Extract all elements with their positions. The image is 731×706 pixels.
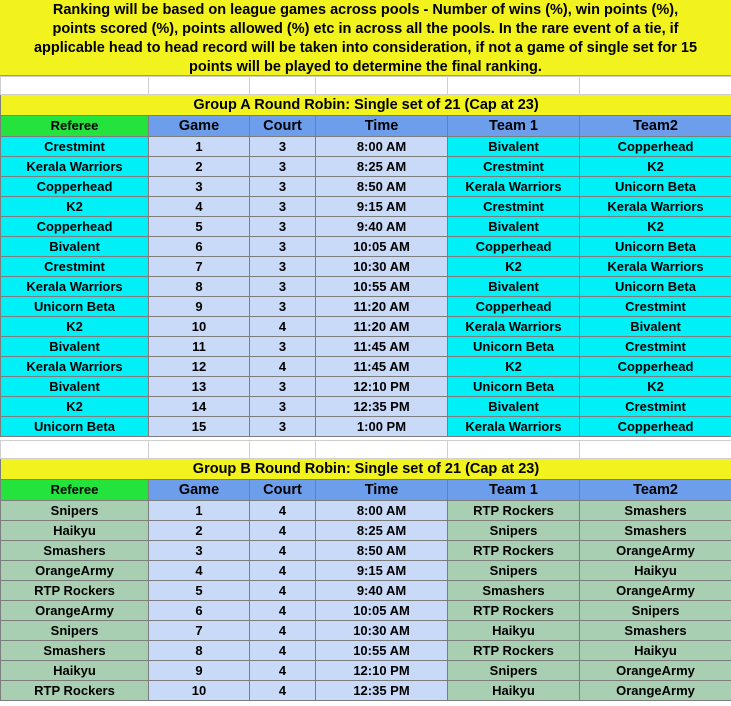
header-referee[interactable]: Referee	[1, 480, 149, 501]
court-cell[interactable]: 4	[250, 501, 316, 521]
game-cell[interactable]: 15	[149, 417, 250, 437]
table-row	[1, 357, 731, 377]
header-team2[interactable]: Team2	[580, 480, 731, 501]
court-cell[interactable]: 4	[250, 561, 316, 581]
time-cell[interactable]: 10:55 AM	[316, 641, 448, 661]
team1-cell[interactable]: Snipers	[448, 521, 580, 541]
referee-cell[interactable]: Kerala Warriors	[1, 357, 149, 377]
team2-cell[interactable]: Smashers	[580, 621, 731, 641]
time-cell[interactable]: 12:35 PM	[316, 397, 448, 417]
court-cell[interactable]: 3	[250, 337, 316, 357]
game-cell[interactable]: 9	[149, 297, 250, 317]
spacer-row	[1, 441, 731, 459]
team2-cell[interactable]: Kerala Warriors	[580, 197, 731, 217]
header-referee[interactable]: Referee	[1, 116, 149, 137]
court-cell[interactable]: 4	[250, 641, 316, 661]
game-cell[interactable]: 6	[149, 601, 250, 621]
team2-cell[interactable]: Unicorn Beta	[580, 177, 731, 197]
team2-cell[interactable]: Copperhead	[580, 137, 731, 157]
referee-cell[interactable]: K2	[1, 397, 149, 417]
team2-cell[interactable]: K2	[580, 217, 731, 237]
note-line: Ranking will be based on league games across pools - Number of wins (%), win points (%),	[52, 2, 679, 18]
table-row	[1, 601, 731, 621]
team1-cell[interactable]: Smashers	[448, 581, 580, 601]
group-a-rows	[1, 137, 731, 437]
team2-cell[interactable]: Smashers	[580, 501, 731, 521]
team1-cell[interactable]: Haikyu	[448, 621, 580, 641]
game-cell[interactable]: 4	[149, 561, 250, 581]
time-cell[interactable]: 10:05 AM	[316, 601, 448, 621]
referee-cell[interactable]: Unicorn Beta	[1, 417, 149, 437]
table-row	[1, 257, 731, 277]
time-cell[interactable]: 9:15 AM	[316, 197, 448, 217]
time-cell[interactable]: 8:25 AM	[316, 157, 448, 177]
time-cell[interactable]: 12:10 PM	[316, 377, 448, 397]
team2-cell[interactable]: K2	[580, 377, 731, 397]
team2-cell[interactable]: OrangeArmy	[580, 661, 731, 681]
time-cell[interactable]: 11:45 AM	[316, 357, 448, 377]
game-cell[interactable]: 1	[149, 137, 250, 157]
table-row	[1, 621, 731, 641]
header-team1[interactable]: Team 1	[448, 116, 580, 137]
table-row	[1, 641, 731, 661]
team1-cell[interactable]: Kerala Warriors	[448, 317, 580, 337]
group-b-table	[0, 440, 731, 701]
referee-cell[interactable]: Bivalent	[1, 337, 149, 357]
court-cell[interactable]: 4	[250, 317, 316, 337]
team2-cell[interactable]: OrangeArmy	[580, 581, 731, 601]
note-line: points will be played to determine the final ranking.	[189, 59, 542, 75]
court-cell[interactable]: 4	[250, 357, 316, 377]
time-cell[interactable]: 10:55 AM	[316, 277, 448, 297]
game-cell[interactable]: 3	[149, 177, 250, 197]
court-cell[interactable]: 4	[250, 621, 316, 641]
game-cell[interactable]: 6	[149, 237, 250, 257]
table-row	[1, 217, 731, 237]
team2-cell[interactable]: Haikyu	[580, 641, 731, 661]
game-cell[interactable]: 7	[149, 257, 250, 277]
team2-cell[interactable]: Crestmint	[580, 397, 731, 417]
time-cell[interactable]: 10:30 AM	[316, 621, 448, 641]
team1-cell[interactable]: Copperhead	[448, 237, 580, 257]
court-cell[interactable]: 3	[250, 277, 316, 297]
table-row	[1, 277, 731, 297]
team1-cell[interactable]: Snipers	[448, 561, 580, 581]
game-cell[interactable]: 14	[149, 397, 250, 417]
team1-cell[interactable]: RTP Rockers	[448, 641, 580, 661]
time-cell[interactable]: 10:30 AM	[316, 257, 448, 277]
court-cell[interactable]: 3	[250, 237, 316, 257]
time-cell[interactable]: 9:40 AM	[316, 581, 448, 601]
court-cell[interactable]: 3	[250, 157, 316, 177]
team2-cell[interactable]: K2	[580, 157, 731, 177]
court-cell[interactable]: 4	[250, 581, 316, 601]
court-cell[interactable]: 4	[250, 661, 316, 681]
game-cell[interactable]: 4	[149, 197, 250, 217]
table-row	[1, 501, 731, 521]
court-cell[interactable]: 3	[250, 217, 316, 237]
game-cell[interactable]: 2	[149, 521, 250, 541]
court-cell[interactable]: 3	[250, 397, 316, 417]
group-a-title-row	[1, 95, 731, 116]
referee-cell[interactable]: Haikyu	[1, 521, 149, 541]
team1-cell[interactable]: Unicorn Beta	[448, 377, 580, 397]
court-cell[interactable]: 3	[250, 297, 316, 317]
table-row	[1, 197, 731, 217]
game-cell[interactable]: 8	[149, 641, 250, 661]
group-a-table	[0, 76, 731, 437]
note-line: points scored (%), points allowed (%) etc in across all the pools. In the rare event of a tie, if	[52, 21, 679, 37]
team1-cell[interactable]: Copperhead	[448, 297, 580, 317]
referee-cell[interactable]: Copperhead	[1, 177, 149, 197]
team1-cell[interactable]: RTP Rockers	[448, 501, 580, 521]
ranking-note	[0, 0, 731, 76]
time-cell[interactable]: 11:20 AM	[316, 297, 448, 317]
spacer-row	[1, 77, 731, 95]
referee-cell[interactable]: Snipers	[1, 621, 149, 641]
table-row	[1, 417, 731, 437]
table-row	[1, 581, 731, 601]
referee-cell[interactable]: OrangeArmy	[1, 561, 149, 581]
header-team1[interactable]: Team 1	[448, 480, 580, 501]
table-row	[1, 521, 731, 541]
time-cell[interactable]: 8:00 AM	[316, 501, 448, 521]
game-cell[interactable]: 2	[149, 157, 250, 177]
header-time[interactable]: Time	[316, 116, 448, 137]
time-cell[interactable]: 10:05 AM	[316, 237, 448, 257]
team1-cell[interactable]: Crestmint	[448, 197, 580, 217]
team1-cell[interactable]: Bivalent	[448, 277, 580, 297]
group-b-title[interactable]: Group B Round Robin: Single set of 21 (Cap at 23)	[1, 459, 731, 480]
table-row	[1, 561, 731, 581]
team2-cell[interactable]: Unicorn Beta	[580, 237, 731, 257]
group-a-title[interactable]: Group A Round Robin: Single set of 21 (Cap at 23)	[1, 95, 731, 116]
game-cell[interactable]: 12	[149, 357, 250, 377]
group-b-header-row	[1, 480, 731, 501]
table-row	[1, 317, 731, 337]
team2-cell[interactable]: Snipers	[580, 601, 731, 621]
time-cell[interactable]: 8:50 AM	[316, 541, 448, 561]
header-time[interactable]: Time	[316, 480, 448, 501]
team1-cell[interactable]: Snipers	[448, 661, 580, 681]
table-row	[1, 377, 731, 397]
referee-cell[interactable]: Copperhead	[1, 217, 149, 237]
game-cell[interactable]: 13	[149, 377, 250, 397]
time-cell[interactable]: 8:00 AM	[316, 137, 448, 157]
team1-cell[interactable]: RTP Rockers	[448, 541, 580, 561]
court-cell[interactable]: 3	[250, 137, 316, 157]
team1-cell[interactable]: K2	[448, 357, 580, 377]
table-row	[1, 337, 731, 357]
referee-cell[interactable]: RTP Rockers	[1, 581, 149, 601]
game-cell[interactable]: 10	[149, 317, 250, 337]
referee-cell[interactable]: Bivalent	[1, 377, 149, 397]
header-game[interactable]: Game	[149, 480, 250, 501]
header-court[interactable]: Court	[250, 116, 316, 137]
referee-cell[interactable]: Smashers	[1, 541, 149, 561]
team1-cell[interactable]: Bivalent	[448, 217, 580, 237]
header-team2[interactable]: Team2	[580, 116, 731, 137]
table-row	[1, 681, 731, 701]
time-cell[interactable]: 11:20 AM	[316, 317, 448, 337]
header-court[interactable]: Court	[250, 480, 316, 501]
referee-cell[interactable]: OrangeArmy	[1, 601, 149, 621]
group-b-title-row	[1, 459, 731, 480]
table-row	[1, 177, 731, 197]
team1-cell[interactable]: Unicorn Beta	[448, 337, 580, 357]
referee-cell[interactable]: Kerala Warriors	[1, 277, 149, 297]
court-cell[interactable]: 4	[250, 521, 316, 541]
team1-cell[interactable]: Crestmint	[448, 157, 580, 177]
team1-cell[interactable]: Bivalent	[448, 137, 580, 157]
referee-cell[interactable]: Haikyu	[1, 661, 149, 681]
referee-cell[interactable]: RTP Rockers	[1, 681, 149, 701]
court-cell[interactable]: 3	[250, 177, 316, 197]
team1-cell[interactable]: K2	[448, 257, 580, 277]
referee-cell[interactable]: Snipers	[1, 501, 149, 521]
table-row	[1, 137, 731, 157]
game-cell[interactable]: 8	[149, 277, 250, 297]
group-a-header-row	[1, 116, 731, 137]
referee-cell[interactable]: K2	[1, 317, 149, 337]
group-b-rows	[1, 501, 731, 701]
time-cell[interactable]: 9:15 AM	[316, 561, 448, 581]
court-cell[interactable]: 3	[250, 417, 316, 437]
team2-cell[interactable]: Bivalent	[580, 317, 731, 337]
time-cell[interactable]: 8:25 AM	[316, 521, 448, 541]
team2-cell[interactable]: Haikyu	[580, 561, 731, 581]
team1-cell[interactable]: Kerala Warriors	[448, 177, 580, 197]
team1-cell[interactable]: Bivalent	[448, 397, 580, 417]
table-row	[1, 237, 731, 257]
team2-cell[interactable]: OrangeArmy	[580, 681, 731, 701]
team1-cell[interactable]: RTP Rockers	[448, 601, 580, 621]
table-row	[1, 541, 731, 561]
game-cell[interactable]: 5	[149, 217, 250, 237]
court-cell[interactable]: 4	[250, 681, 316, 701]
team1-cell[interactable]: Kerala Warriors	[448, 417, 580, 437]
game-cell[interactable]: 3	[149, 541, 250, 561]
time-cell[interactable]: 12:10 PM	[316, 661, 448, 681]
referee-cell[interactable]: Unicorn Beta	[1, 297, 149, 317]
court-cell[interactable]: 4	[250, 601, 316, 621]
team2-cell[interactable]: Smashers	[580, 521, 731, 541]
referee-cell[interactable]: Crestmint	[1, 137, 149, 157]
time-cell[interactable]: 12:35 PM	[316, 681, 448, 701]
table-row	[1, 397, 731, 417]
referee-cell[interactable]: K2	[1, 197, 149, 217]
time-cell[interactable]: 1:00 PM	[316, 417, 448, 437]
team2-cell[interactable]: Unicorn Beta	[580, 277, 731, 297]
referee-cell[interactable]: Smashers	[1, 641, 149, 661]
note-line: applicable head to head record will be taken into consideration, if not a game of single set for 15	[33, 40, 698, 56]
game-cell[interactable]: 11	[149, 337, 250, 357]
game-cell[interactable]: 10	[149, 681, 250, 701]
referee-cell[interactable]: Kerala Warriors	[1, 157, 149, 177]
court-cell[interactable]: 3	[250, 257, 316, 277]
team2-cell[interactable]: Crestmint	[580, 297, 731, 317]
team1-cell[interactable]: Haikyu	[448, 681, 580, 701]
team2-cell[interactable]: Kerala Warriors	[580, 257, 731, 277]
table-row	[1, 157, 731, 177]
game-cell[interactable]: 9	[149, 661, 250, 681]
referee-cell[interactable]: Bivalent	[1, 237, 149, 257]
court-cell[interactable]: 4	[250, 541, 316, 561]
header-game[interactable]: Game	[149, 116, 250, 137]
referee-cell[interactable]: Crestmint	[1, 257, 149, 277]
team2-cell[interactable]: Copperhead	[580, 357, 731, 377]
court-cell[interactable]: 3	[250, 197, 316, 217]
game-cell[interactable]: 5	[149, 581, 250, 601]
game-cell[interactable]: 7	[149, 621, 250, 641]
team2-cell[interactable]: Crestmint	[580, 337, 731, 357]
court-cell[interactable]: 3	[250, 377, 316, 397]
time-cell[interactable]: 9:40 AM	[316, 217, 448, 237]
time-cell[interactable]: 8:50 AM	[316, 177, 448, 197]
table-row	[1, 297, 731, 317]
team2-cell[interactable]: Copperhead	[580, 417, 731, 437]
game-cell[interactable]: 1	[149, 501, 250, 521]
team2-cell[interactable]: OrangeArmy	[580, 541, 731, 561]
time-cell[interactable]: 11:45 AM	[316, 337, 448, 357]
table-row	[1, 661, 731, 681]
